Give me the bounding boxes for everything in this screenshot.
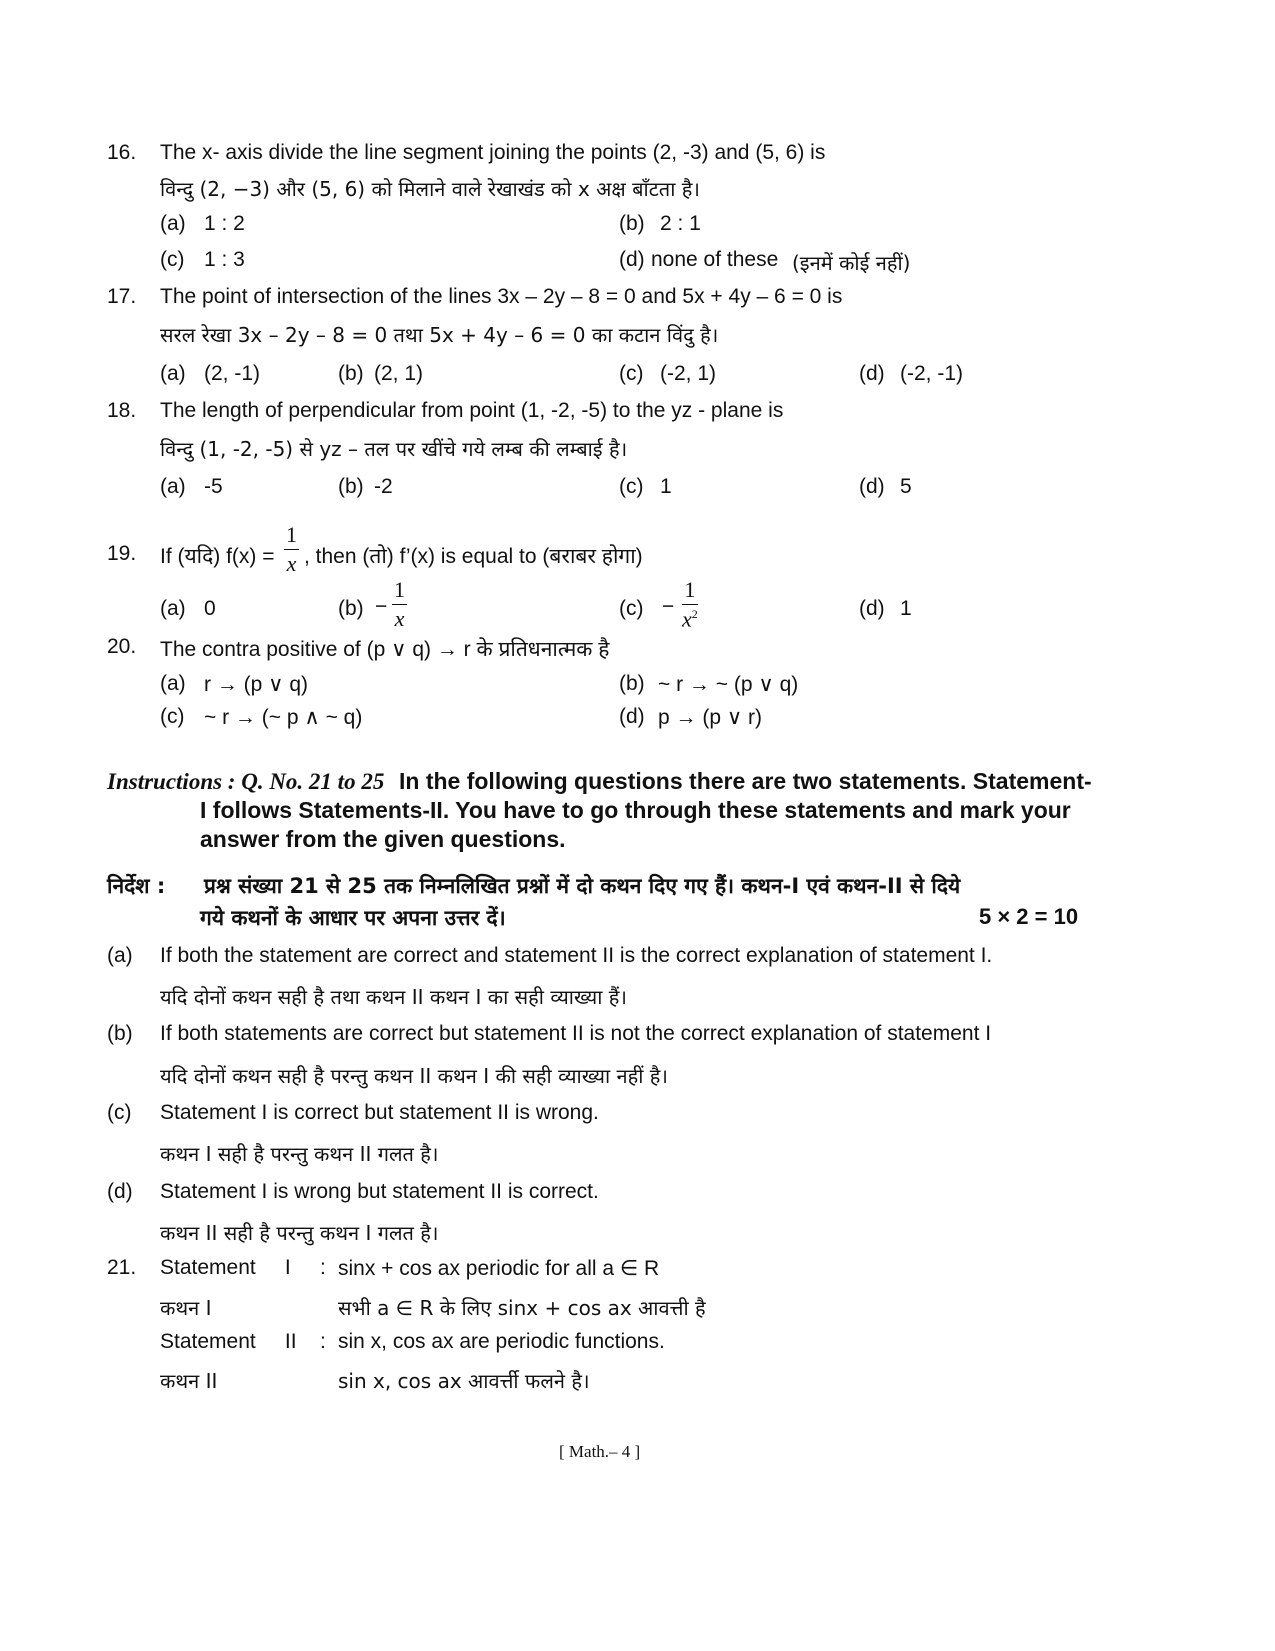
statement-text: sin x, cos ax are periodic functions.	[338, 1330, 665, 1353]
choice-text-hi: कथन II सही है परन्तु कथन I गलत है।	[160, 1221, 439, 1245]
fraction	[682, 579, 698, 630]
page-footer: [ Math.– 4 ]	[559, 1442, 641, 1461]
choice-label: (d)	[107, 1180, 133, 1203]
question-text-en: If (यदि) f(x) =	[160, 545, 275, 568]
choice-label: (c)	[107, 1101, 132, 1124]
fraction-denominator-base: x	[682, 606, 692, 632]
option-text: r → (p ∨ q)	[204, 673, 309, 696]
question-text-hi: विन्दु (2, −3) और (5, 6) को मिलाने वाले रेखाखंड को x अक्ष बाँटता है।	[160, 177, 700, 201]
option-label: (a)	[160, 597, 186, 620]
option-text-hi: (इनमें कोई नहीं)	[792, 251, 911, 275]
kathan-label: कथन II	[160, 1369, 218, 1393]
choice-label: (b)	[107, 1022, 133, 1045]
kathan-text: सभी a ∈ R के लिए sinx + cos ax आवत्ती है	[338, 1296, 706, 1320]
kathan-label: कथन I	[160, 1296, 212, 1320]
option-text: 1 : 2	[204, 212, 245, 235]
separator-colon: :	[320, 1256, 326, 1279]
instructions-line: answer from the given questions.	[200, 826, 566, 852]
option-label: (d)	[859, 597, 885, 620]
option-text: (-2, -1)	[900, 362, 963, 385]
fraction-denominator: x	[286, 551, 297, 576]
option-text: -5	[204, 475, 223, 498]
question-number: 19.	[107, 542, 137, 565]
option-text: (2, -1)	[204, 362, 261, 385]
statement-text: sinx + cos ax periodic for all a ∈ R	[338, 1257, 660, 1280]
option-text: ~ r → (~ p ∧ ~ q)	[204, 706, 363, 729]
fraction-numerator: 1	[682, 579, 698, 605]
fraction-denominator	[682, 605, 698, 630]
option-label: (b)	[338, 362, 364, 385]
kathan-text: sin x, cos ax आवर्त्ती फलने है।	[338, 1369, 590, 1393]
instructions-heading-hi: निर्देश :	[107, 874, 166, 898]
question-text-en: The x- axis divide the line segment joining the points (2, -3) and (5, 6) is	[160, 141, 826, 164]
option-label: (d)	[619, 248, 645, 271]
option-text: (2, 1)	[374, 362, 424, 385]
question-number: 16.	[107, 141, 137, 164]
choice-text-en: If both statements are correct but statement II is not the correct explanation of statement I	[160, 1022, 992, 1045]
instructions-heading: Instructions : Q. No. 21 to 25	[107, 769, 385, 794]
instructions-line-hi: गये कथनों के आधार पर अपना उत्तर दें।	[200, 906, 506, 930]
option-text: 2 : 1	[660, 212, 701, 235]
minus-sign: −	[662, 595, 675, 618]
option-label: (c)	[160, 248, 185, 271]
option-label: (c)	[160, 705, 185, 728]
statement-label: Statement II	[160, 1330, 297, 1353]
question-number: 18.	[107, 399, 137, 422]
fraction	[284, 524, 299, 575]
option-label: (d)	[859, 475, 885, 498]
question-text-hi: विन्दु (1, -2, -5) से yz – तल पर खींचे गये लम्ब की लम्बाई है।	[160, 437, 628, 461]
question-number: 21.	[107, 1256, 137, 1279]
option-label: (b)	[619, 212, 645, 235]
choice-label: (a)	[107, 944, 133, 967]
instructions-line: In the following questions there are two statements. Statement-	[399, 768, 1092, 794]
question-number: 17.	[107, 285, 137, 308]
separator-colon: :	[320, 1330, 326, 1353]
option-label: (a)	[160, 672, 186, 695]
option-label: (c)	[619, 362, 644, 385]
question-text-en: , then (तो) f’(x) is equal to (बराबर होगा)	[304, 545, 643, 568]
option-label: (a)	[160, 475, 186, 498]
fraction	[392, 579, 407, 630]
fraction-numerator: 1	[284, 524, 299, 550]
exponent: 2	[691, 607, 698, 621]
option-text: 1	[900, 597, 912, 620]
statement-label: Statement I	[160, 1256, 291, 1279]
fraction-denominator: x	[394, 606, 405, 631]
choice-text-hi: कथन I सही है परन्तु कथन II गलत है।	[160, 1142, 439, 1166]
question-text-en: The point of intersection of the lines 3x – 2y – 8 = 0 and 5x + 4y – 6 = 0 is	[160, 285, 843, 308]
option-label: (c)	[619, 475, 644, 498]
option-label: (a)	[160, 212, 186, 235]
choice-text-hi: यदि दोनों कथन सही है तथा कथन II कथन I का सही व्याख्या हैं।	[160, 985, 628, 1009]
option-text: 0	[204, 597, 216, 620]
option-text: none of these	[651, 248, 779, 271]
option-label: (b)	[338, 475, 364, 498]
fraction-numerator: 1	[392, 579, 407, 605]
instructions-line-hi: प्रश्न संख्या 21 से 25 तक निम्नलिखित प्रश्नों में दो कथन दिए गए हैं। कथन-I एवं कथन-II से दिये	[204, 874, 961, 898]
question-text-en: The length of perpendicular from point (1, -2, -5) to the yz - plane is	[160, 399, 784, 422]
choice-text-en: If both the statement are correct and statement II is the correct explanation of statement I.	[160, 944, 993, 967]
marks-allocation: 5 × 2 = 10	[979, 904, 1079, 929]
option-text: (-2, 1)	[660, 362, 717, 385]
option-label: (a)	[160, 362, 186, 385]
option-text: -2	[374, 475, 393, 498]
instructions-line: I follows Statements-II. You have to go through these statements and mark your	[200, 797, 1071, 823]
option-label: (b)	[338, 597, 364, 620]
question-text: The contra positive of (p ∨ q) → r के प्रतिधनात्मक है	[160, 638, 610, 661]
question-number: 20.	[107, 635, 137, 658]
option-label: (d)	[859, 362, 885, 385]
option-text: p → (p ∨ r)	[658, 706, 763, 729]
choice-text-hi: यदि दोनों कथन सही है परन्तु कथन II कथन I की सही व्याख्या नहीं है।	[160, 1064, 668, 1088]
choice-text-en: Statement I is wrong but statement II is correct.	[160, 1180, 599, 1203]
option-text: 1 : 3	[204, 248, 245, 271]
option-label: (d)	[619, 705, 645, 728]
option-text: ~ r → ~ (p ∨ q)	[658, 673, 799, 696]
option-text: 5	[900, 475, 912, 498]
option-label: (b)	[619, 672, 645, 695]
option-label: (c)	[619, 597, 644, 620]
option-text: 1	[660, 475, 672, 498]
minus-sign: −	[375, 595, 388, 618]
question-text-hi: सरल रेखा 3x – 2y – 8 = 0 तथा 5x + 4y – 6 = 0 का कटान विंदु है।	[160, 323, 719, 347]
choice-text-en: Statement I is correct but statement II is wrong.	[160, 1101, 599, 1124]
